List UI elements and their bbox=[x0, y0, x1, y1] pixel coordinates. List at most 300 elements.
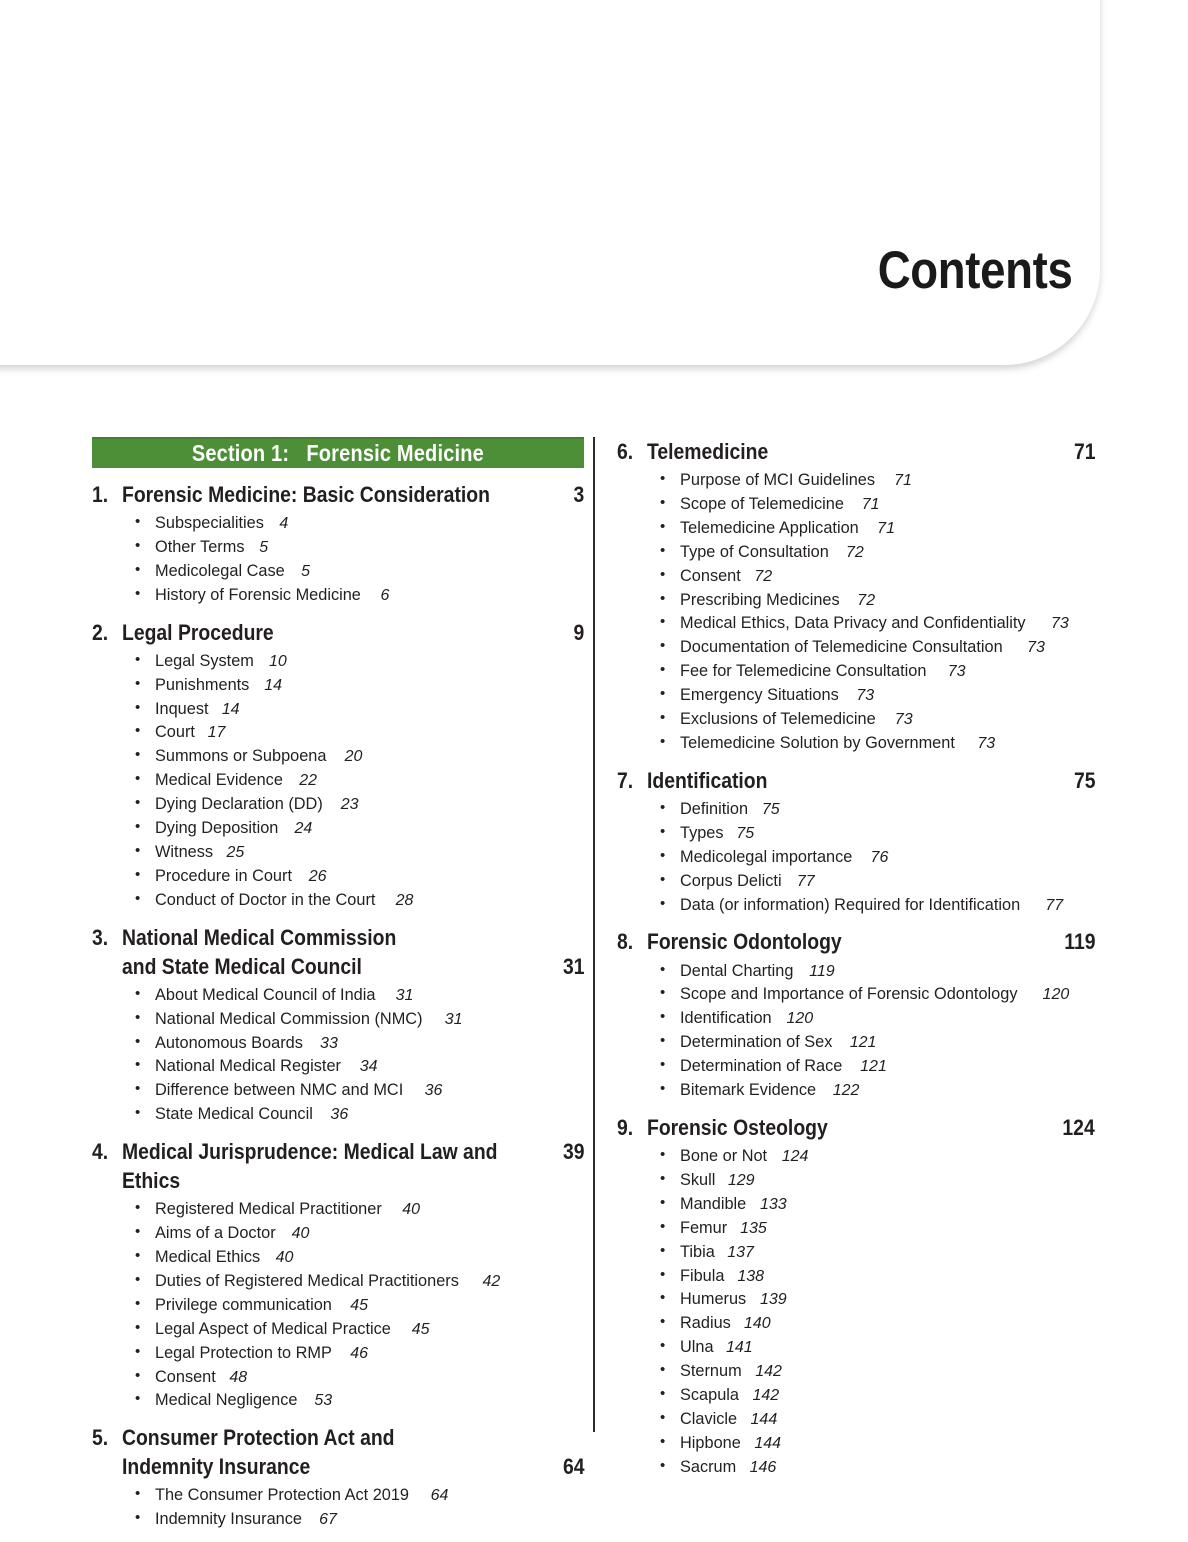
subitem-page-number: 73 bbox=[977, 735, 996, 752]
bullet-icon: • bbox=[660, 1169, 666, 1187]
subitem-page-number: 144 bbox=[754, 1434, 782, 1452]
toc-chapter[interactable] bbox=[92, 618, 584, 912]
toc-subitem[interactable] bbox=[660, 611, 1095, 635]
subitem-label: Fee for Telemedicine Consultation bbox=[680, 661, 927, 681]
subitem-page-number: 46 bbox=[350, 1344, 369, 1362]
subitem-page-number: 5 bbox=[301, 562, 311, 580]
subitem-label: Documentation of Telemedicine Consultation bbox=[680, 637, 1003, 657]
bullet-icon: • bbox=[135, 584, 141, 602]
subitem-label: Indemnity Insurance bbox=[155, 1509, 302, 1529]
subitem-page-number: 73 bbox=[947, 663, 966, 681]
subitem-label: Telemedicine Application bbox=[680, 517, 859, 537]
chapter-subitem-list bbox=[617, 797, 1095, 917]
toc-subitem[interactable] bbox=[660, 982, 1095, 1006]
toc-subitem[interactable] bbox=[660, 540, 1095, 564]
toc-chapter[interactable] bbox=[617, 766, 1095, 917]
toc-subitem[interactable] bbox=[135, 1293, 584, 1317]
chapter-title-line-1: Consumer Protection Act and bbox=[122, 1425, 395, 1451]
bullet-icon: • bbox=[135, 1032, 141, 1050]
subitem-label: Dental Charting bbox=[680, 960, 794, 980]
toc-subitem[interactable] bbox=[660, 707, 1095, 731]
chapter-title-line-2: and State Medical Council bbox=[122, 953, 362, 979]
toc-subitem[interactable] bbox=[660, 1216, 1095, 1240]
toc-subitem[interactable] bbox=[135, 983, 584, 1007]
bullet-icon: • bbox=[660, 1032, 666, 1050]
bullet-icon: • bbox=[135, 1223, 141, 1241]
bullet-icon: • bbox=[135, 1008, 141, 1026]
page-title: Contents bbox=[877, 241, 1072, 300]
bullet-icon: • bbox=[135, 698, 141, 716]
section-header-label: Section 1: Forensic Medicine bbox=[191, 440, 485, 466]
subitem-label: Types bbox=[680, 822, 724, 842]
toc-subitem[interactable] bbox=[135, 1388, 584, 1412]
toc-subitem[interactable] bbox=[135, 720, 584, 744]
chapter-page-number: 3 bbox=[573, 482, 584, 507]
chapter-subitem-list bbox=[617, 1144, 1095, 1479]
subitem-label: Definition bbox=[680, 798, 749, 818]
bullet-icon: • bbox=[135, 650, 141, 668]
toc-subitem[interactable] bbox=[135, 697, 584, 721]
bullet-icon: • bbox=[660, 637, 666, 655]
toc-subitem[interactable] bbox=[660, 1407, 1095, 1431]
chapter-title: Legal Procedure bbox=[122, 619, 274, 645]
bullet-icon: • bbox=[660, 613, 666, 631]
subitem-label: State Medical Council bbox=[155, 1104, 313, 1124]
bullet-icon: • bbox=[135, 1104, 141, 1122]
bullet-icon: • bbox=[660, 541, 666, 559]
chapter-number: 1. bbox=[92, 482, 109, 507]
bullet-icon: • bbox=[660, 685, 666, 703]
subitem-label: About Medical Council of India bbox=[155, 984, 376, 1004]
bullet-icon: • bbox=[660, 1385, 666, 1403]
subitem-label: Subspecialities bbox=[155, 513, 264, 533]
toc-subitem[interactable] bbox=[660, 564, 1095, 588]
subitem-page-number: 77 bbox=[796, 872, 815, 890]
subitem-label: Corpus Delicti bbox=[680, 870, 782, 890]
bullet-icon: • bbox=[135, 841, 141, 859]
subitem-label: Prescribing Medicines bbox=[680, 589, 840, 609]
toc-subitem[interactable] bbox=[660, 1335, 1095, 1359]
subitem-page-number: 122 bbox=[832, 1082, 860, 1100]
toc-subitem[interactable] bbox=[660, 869, 1095, 893]
subitem-page-number: 40 bbox=[291, 1225, 310, 1243]
toc-right-column bbox=[617, 437, 1095, 1490]
toc-subitem[interactable] bbox=[135, 649, 584, 673]
toc-subitem[interactable] bbox=[660, 635, 1095, 659]
toc-subitem[interactable] bbox=[660, 588, 1095, 612]
chapter-page-number: 71 bbox=[1073, 439, 1095, 464]
bullet-icon: • bbox=[660, 1408, 666, 1426]
bullet-icon: • bbox=[135, 1485, 141, 1503]
chapter-heading[interactable] bbox=[617, 437, 1095, 466]
chapter-subitem-list bbox=[92, 983, 584, 1126]
chapter-subitem-list bbox=[92, 1197, 584, 1412]
bullet-icon: • bbox=[660, 709, 666, 727]
subitem-label: Identification bbox=[680, 1008, 772, 1028]
subitem-page-number: 140 bbox=[743, 1315, 771, 1333]
chapter-subitem-list bbox=[617, 468, 1095, 755]
subitem-label: Scope and Importance of Forensic Odontology bbox=[680, 984, 1018, 1004]
chapter-heading[interactable] bbox=[92, 923, 584, 981]
subitem-label: Medical Ethics bbox=[155, 1247, 261, 1267]
bullet-icon: • bbox=[135, 794, 141, 812]
subitem-page-number: 14 bbox=[221, 700, 240, 718]
toc-subitem[interactable] bbox=[135, 1365, 584, 1389]
subitem-page-number: 138 bbox=[737, 1267, 765, 1285]
subitem-page-number: 137 bbox=[727, 1243, 754, 1261]
subitem-page-number: 31 bbox=[444, 1010, 463, 1028]
subitem-page-number: 75 bbox=[736, 824, 755, 842]
chapter-heading[interactable] bbox=[92, 1137, 584, 1195]
toc-subitem[interactable] bbox=[660, 1383, 1095, 1407]
bullet-icon: • bbox=[660, 1456, 666, 1474]
bullet-icon: • bbox=[135, 513, 141, 531]
toc-subitem[interactable] bbox=[660, 821, 1095, 845]
subitem-page-number: 26 bbox=[308, 867, 327, 885]
chapter-number: 4. bbox=[92, 1139, 109, 1165]
toc-subitem[interactable] bbox=[660, 959, 1095, 983]
subitem-label: Radius bbox=[680, 1313, 731, 1333]
bullet-icon: • bbox=[660, 1361, 666, 1379]
subitem-page-number: 17 bbox=[207, 724, 226, 742]
bullet-icon: • bbox=[135, 1080, 141, 1098]
toc-subitem[interactable] bbox=[135, 744, 584, 768]
toc-subitem[interactable] bbox=[135, 1269, 584, 1293]
bullet-icon: • bbox=[135, 1247, 141, 1265]
subitem-page-number: 142 bbox=[752, 1387, 780, 1405]
toc-subitem[interactable] bbox=[660, 1192, 1095, 1216]
chapter-number: 6. bbox=[617, 439, 634, 464]
toc-chapter[interactable] bbox=[92, 923, 584, 1127]
toc-subitem[interactable] bbox=[660, 683, 1095, 707]
toc-chapter[interactable] bbox=[617, 1113, 1095, 1479]
toc-chapter[interactable] bbox=[617, 927, 1095, 1101]
subitem-label: Medical Negligence bbox=[155, 1390, 298, 1410]
chapter-number: 5. bbox=[92, 1425, 109, 1451]
toc-subitem[interactable] bbox=[135, 840, 584, 864]
toc-subitem[interactable] bbox=[135, 864, 584, 888]
toc-subitem[interactable] bbox=[660, 1311, 1095, 1335]
subitem-label: Bone or Not bbox=[680, 1145, 768, 1165]
subitem-page-number: 76 bbox=[870, 848, 889, 866]
toc-subitem[interactable] bbox=[660, 1054, 1095, 1078]
subitem-label: Sternum bbox=[680, 1361, 742, 1381]
subitem-label: The Consumer Protection Act 2019 bbox=[155, 1485, 410, 1505]
subitem-page-number: 23 bbox=[340, 796, 359, 814]
section-header-bar bbox=[92, 437, 584, 468]
chapter-heading[interactable] bbox=[617, 927, 1095, 956]
toc-subitem[interactable] bbox=[135, 1031, 584, 1055]
chapter-title: Medical Jurisprudence: Medical Law and Ethics bbox=[122, 1139, 498, 1194]
subitem-label: Scope of Telemedicine bbox=[680, 493, 844, 513]
chapter-subitem-list bbox=[92, 1483, 584, 1531]
subitem-page-number: 53 bbox=[314, 1392, 333, 1410]
chapter-page-number: 9 bbox=[573, 619, 584, 645]
bullet-icon: • bbox=[660, 1056, 666, 1074]
toc-subitem[interactable] bbox=[135, 1317, 584, 1341]
toc-subitem[interactable] bbox=[660, 1006, 1095, 1030]
chapter-page-number: 64 bbox=[562, 1454, 584, 1480]
subitem-page-number: 71 bbox=[877, 519, 895, 537]
bullet-icon: • bbox=[660, 846, 666, 864]
bullet-icon: • bbox=[660, 960, 666, 978]
subitem-label: Determination of Sex bbox=[680, 1032, 833, 1052]
white-title-panel bbox=[0, 0, 1100, 365]
toc-subitem[interactable] bbox=[135, 511, 584, 535]
subitem-page-number: 48 bbox=[229, 1368, 248, 1386]
subitem-page-number: 120 bbox=[786, 1010, 814, 1028]
toc-subitem[interactable] bbox=[135, 535, 584, 559]
subitem-page-number: 20 bbox=[344, 748, 363, 766]
chapter-number: 3. bbox=[92, 924, 109, 950]
chapter-title: Telemedicine bbox=[647, 439, 769, 464]
subitem-label: Fibula bbox=[680, 1265, 725, 1285]
bullet-icon: • bbox=[135, 746, 141, 764]
toc-subitem[interactable] bbox=[660, 659, 1095, 683]
subitem-label: Sacrum bbox=[680, 1456, 737, 1476]
bullet-icon: • bbox=[660, 661, 666, 679]
subitem-label: Type of Consultation bbox=[680, 541, 829, 561]
toc-subitem[interactable] bbox=[135, 559, 584, 583]
bullet-icon: • bbox=[135, 722, 141, 740]
subitem-page-number: 25 bbox=[226, 843, 245, 861]
bullet-icon: • bbox=[660, 1193, 666, 1211]
toc-subitem[interactable] bbox=[660, 893, 1095, 917]
toc-subitem[interactable] bbox=[660, 1431, 1095, 1455]
toc-subitem[interactable] bbox=[135, 888, 584, 912]
chapter-title: Identification bbox=[647, 767, 768, 793]
subitem-page-number: 36 bbox=[424, 1082, 443, 1100]
subitem-label: National Medical Register bbox=[155, 1056, 341, 1076]
chapter-page-number: 31 bbox=[562, 953, 584, 979]
column-divider bbox=[593, 437, 595, 1432]
subitem-page-number: 129 bbox=[727, 1171, 755, 1189]
chapter-heading[interactable] bbox=[617, 766, 1095, 795]
toc-subitem[interactable] bbox=[660, 797, 1095, 821]
subitem-label: Data (or information) Required for Identification bbox=[680, 894, 1021, 914]
subitem-label: Medical Evidence bbox=[155, 770, 283, 790]
subitem-label: Ulna bbox=[680, 1337, 714, 1357]
toc-subitem[interactable] bbox=[660, 516, 1095, 540]
bullet-icon: • bbox=[660, 870, 666, 888]
subitem-page-number: 119 bbox=[809, 962, 835, 980]
toc-subitem[interactable] bbox=[135, 1245, 584, 1269]
toc-subitem[interactable] bbox=[135, 1197, 584, 1221]
chapter-heading[interactable] bbox=[92, 618, 584, 647]
chapter-number: 9. bbox=[617, 1114, 634, 1140]
subitem-page-number: 73 bbox=[856, 687, 875, 705]
bullet-icon: • bbox=[135, 1366, 141, 1384]
subitem-label: Medical Ethics, Data Privacy and Confidentiality bbox=[680, 613, 1026, 633]
bullet-icon: • bbox=[660, 798, 666, 816]
subitem-page-number: 24 bbox=[294, 820, 313, 838]
subitem-page-number: 144 bbox=[750, 1410, 778, 1428]
toc-chapter[interactable] bbox=[92, 480, 584, 607]
subitem-page-number: 71 bbox=[861, 495, 880, 513]
toc-subitem[interactable] bbox=[660, 731, 1095, 755]
toc-subitem[interactable] bbox=[660, 1455, 1095, 1479]
toc-subitem[interactable] bbox=[135, 1341, 584, 1365]
subitem-page-number: 14 bbox=[264, 676, 283, 694]
chapter-title: Forensic Odontology bbox=[647, 929, 842, 955]
chapter-title: Forensic Medicine: Basic Consideration bbox=[122, 482, 490, 507]
subitem-label: Purpose of MCI Guidelines bbox=[680, 470, 876, 490]
bullet-icon: • bbox=[135, 1390, 141, 1408]
subitem-page-number: 45 bbox=[350, 1296, 369, 1314]
toc-subitem[interactable] bbox=[135, 1054, 584, 1078]
subitem-label: Court bbox=[155, 722, 195, 742]
toc-subitem[interactable] bbox=[660, 492, 1095, 516]
toc-subitem[interactable] bbox=[660, 1264, 1095, 1288]
subitem-label: Duties of Registered Medical Practitioners bbox=[155, 1270, 459, 1290]
subitem-label: Legal Aspect of Medical Practice bbox=[155, 1318, 391, 1338]
toc-subitem[interactable] bbox=[135, 1102, 584, 1126]
subitem-page-number: 121 bbox=[860, 1058, 887, 1076]
subitem-label: Skull bbox=[680, 1169, 716, 1189]
subitem-label: Autonomous Boards bbox=[155, 1032, 303, 1052]
toc-subitem[interactable] bbox=[135, 673, 584, 697]
subitem-label: Hipbone bbox=[680, 1432, 741, 1452]
toc-subitem[interactable] bbox=[660, 1287, 1095, 1311]
subitem-label: Punishments bbox=[155, 674, 250, 694]
subitem-page-number: 33 bbox=[320, 1034, 338, 1052]
bullet-icon: • bbox=[660, 1265, 666, 1283]
subitem-label: Conduct of Doctor in the Court bbox=[155, 889, 376, 909]
subitem-page-number: 40 bbox=[402, 1201, 421, 1219]
chapter-page-number: 75 bbox=[1073, 767, 1095, 793]
subitem-label: Other Terms bbox=[155, 536, 245, 556]
bullet-icon: • bbox=[135, 1294, 141, 1312]
subitem-label: Mandible bbox=[680, 1193, 747, 1213]
toc-subitem[interactable] bbox=[135, 1007, 584, 1031]
subitem-page-number: 72 bbox=[754, 567, 773, 585]
subitem-page-number: 28 bbox=[395, 891, 414, 909]
subitem-label: Bitemark Evidence bbox=[680, 1080, 817, 1100]
subitem-page-number: 142 bbox=[755, 1363, 782, 1381]
toc-subitem[interactable] bbox=[135, 1483, 584, 1507]
bullet-icon: • bbox=[660, 493, 666, 511]
subitem-label: Medicolegal importance bbox=[680, 846, 853, 866]
bullet-icon: • bbox=[660, 894, 666, 912]
bullet-icon: • bbox=[660, 733, 666, 750]
toc-subitem[interactable] bbox=[135, 768, 584, 792]
subitem-label: Dying Deposition bbox=[155, 818, 279, 838]
bullet-icon: • bbox=[660, 1289, 666, 1307]
bullet-icon: • bbox=[135, 889, 141, 907]
toc-chapter[interactable] bbox=[92, 1137, 584, 1412]
subitem-page-number: 22 bbox=[299, 772, 318, 790]
subitem-page-number: 72 bbox=[857, 591, 876, 609]
toc-subitem[interactable] bbox=[135, 1078, 584, 1102]
toc-left-column bbox=[92, 437, 584, 1542]
subitem-label: History of Forensic Medicine bbox=[155, 584, 361, 604]
toc-subitem[interactable] bbox=[660, 1144, 1095, 1168]
chapter-heading[interactable] bbox=[617, 1113, 1095, 1142]
chapter-title-line-2: Indemnity Insurance bbox=[122, 1454, 311, 1480]
toc-subitem[interactable] bbox=[135, 1507, 584, 1531]
chapter-number: 8. bbox=[617, 929, 634, 955]
subitem-label: Determination of Race bbox=[680, 1056, 843, 1076]
chapter-title-line-1: National Medical Commission bbox=[122, 924, 397, 950]
bullet-icon: • bbox=[135, 1056, 141, 1074]
subitem-label: Consent bbox=[155, 1366, 216, 1386]
toc-subitem[interactable] bbox=[660, 1078, 1095, 1102]
bullet-icon: • bbox=[135, 1270, 141, 1288]
toc-subitem[interactable] bbox=[660, 1240, 1095, 1264]
chapter-number: 7. bbox=[617, 767, 634, 793]
subitem-page-number: 73 bbox=[894, 711, 913, 729]
bullet-icon: • bbox=[660, 1337, 666, 1355]
bullet-icon: • bbox=[660, 517, 666, 535]
bullet-icon: • bbox=[135, 1199, 141, 1217]
subitem-label: Legal Protection to RMP bbox=[155, 1342, 332, 1362]
chapter-subitem-list bbox=[92, 649, 584, 912]
subitem-page-number: 5 bbox=[259, 538, 269, 556]
subitem-label: Witness bbox=[155, 841, 214, 861]
toc-subitem[interactable] bbox=[660, 1168, 1095, 1192]
subitem-page-number: 6 bbox=[380, 586, 390, 604]
subitem-page-number: 141 bbox=[725, 1339, 753, 1357]
subitem-page-number: 64 bbox=[430, 1487, 449, 1505]
bullet-icon: • bbox=[135, 1509, 141, 1527]
subitem-label: Procedure in Court bbox=[155, 865, 292, 885]
subitem-page-number: 71 bbox=[894, 472, 912, 490]
bullet-icon: • bbox=[135, 818, 141, 836]
subitem-label: Registered Medical Practitioner bbox=[155, 1199, 382, 1219]
toc-subitem[interactable] bbox=[660, 1359, 1095, 1383]
subitem-page-number: 146 bbox=[749, 1458, 777, 1476]
toc-subitem[interactable] bbox=[660, 1030, 1095, 1054]
subitem-label: Privilege communication bbox=[155, 1294, 332, 1314]
subitem-page-number: 45 bbox=[411, 1320, 430, 1338]
toc-subitem[interactable] bbox=[660, 845, 1095, 869]
subitem-page-number: 34 bbox=[359, 1058, 378, 1076]
subitem-label: Summons or Subpoena bbox=[155, 746, 327, 766]
toc-subitem[interactable] bbox=[135, 792, 584, 816]
subitem-page-number: 121 bbox=[849, 1034, 877, 1052]
subitem-label: Tibia bbox=[680, 1241, 715, 1261]
toc-subitem[interactable] bbox=[135, 1221, 584, 1245]
bullet-icon: • bbox=[660, 822, 666, 840]
toc-chapter[interactable] bbox=[617, 437, 1095, 755]
subitem-page-number: 120 bbox=[1042, 986, 1070, 1004]
subitem-label: National Medical Commission (NMC) bbox=[155, 1008, 423, 1028]
bullet-icon: • bbox=[135, 1342, 141, 1360]
toc-subitem[interactable] bbox=[135, 583, 584, 607]
subitem-label: Clavicle bbox=[680, 1408, 738, 1428]
chapter-heading[interactable] bbox=[92, 1423, 584, 1481]
bullet-icon: • bbox=[660, 1217, 666, 1235]
bullet-icon: • bbox=[135, 770, 141, 788]
subitem-page-number: 72 bbox=[845, 543, 864, 561]
subitem-label: Femur bbox=[680, 1217, 728, 1237]
toc-subitem[interactable] bbox=[135, 816, 584, 840]
chapter-subitem-list bbox=[617, 959, 1095, 1102]
bullet-icon: • bbox=[660, 1008, 666, 1026]
chapter-title: Forensic Osteology bbox=[647, 1114, 828, 1140]
toc-chapter[interactable] bbox=[92, 1423, 584, 1531]
subitem-label: Telemedicine Solution by Government bbox=[680, 733, 955, 752]
bullet-icon: • bbox=[135, 560, 141, 578]
bullet-icon: • bbox=[660, 1080, 666, 1098]
subitem-label: Consent bbox=[680, 565, 741, 585]
subitem-label: Scapula bbox=[680, 1385, 739, 1405]
subitem-page-number: 75 bbox=[761, 800, 780, 818]
chapter-heading[interactable] bbox=[92, 480, 584, 509]
bullet-icon: • bbox=[660, 1241, 666, 1259]
subitem-page-number: 40 bbox=[275, 1249, 294, 1267]
toc-subitem[interactable] bbox=[660, 468, 1095, 492]
